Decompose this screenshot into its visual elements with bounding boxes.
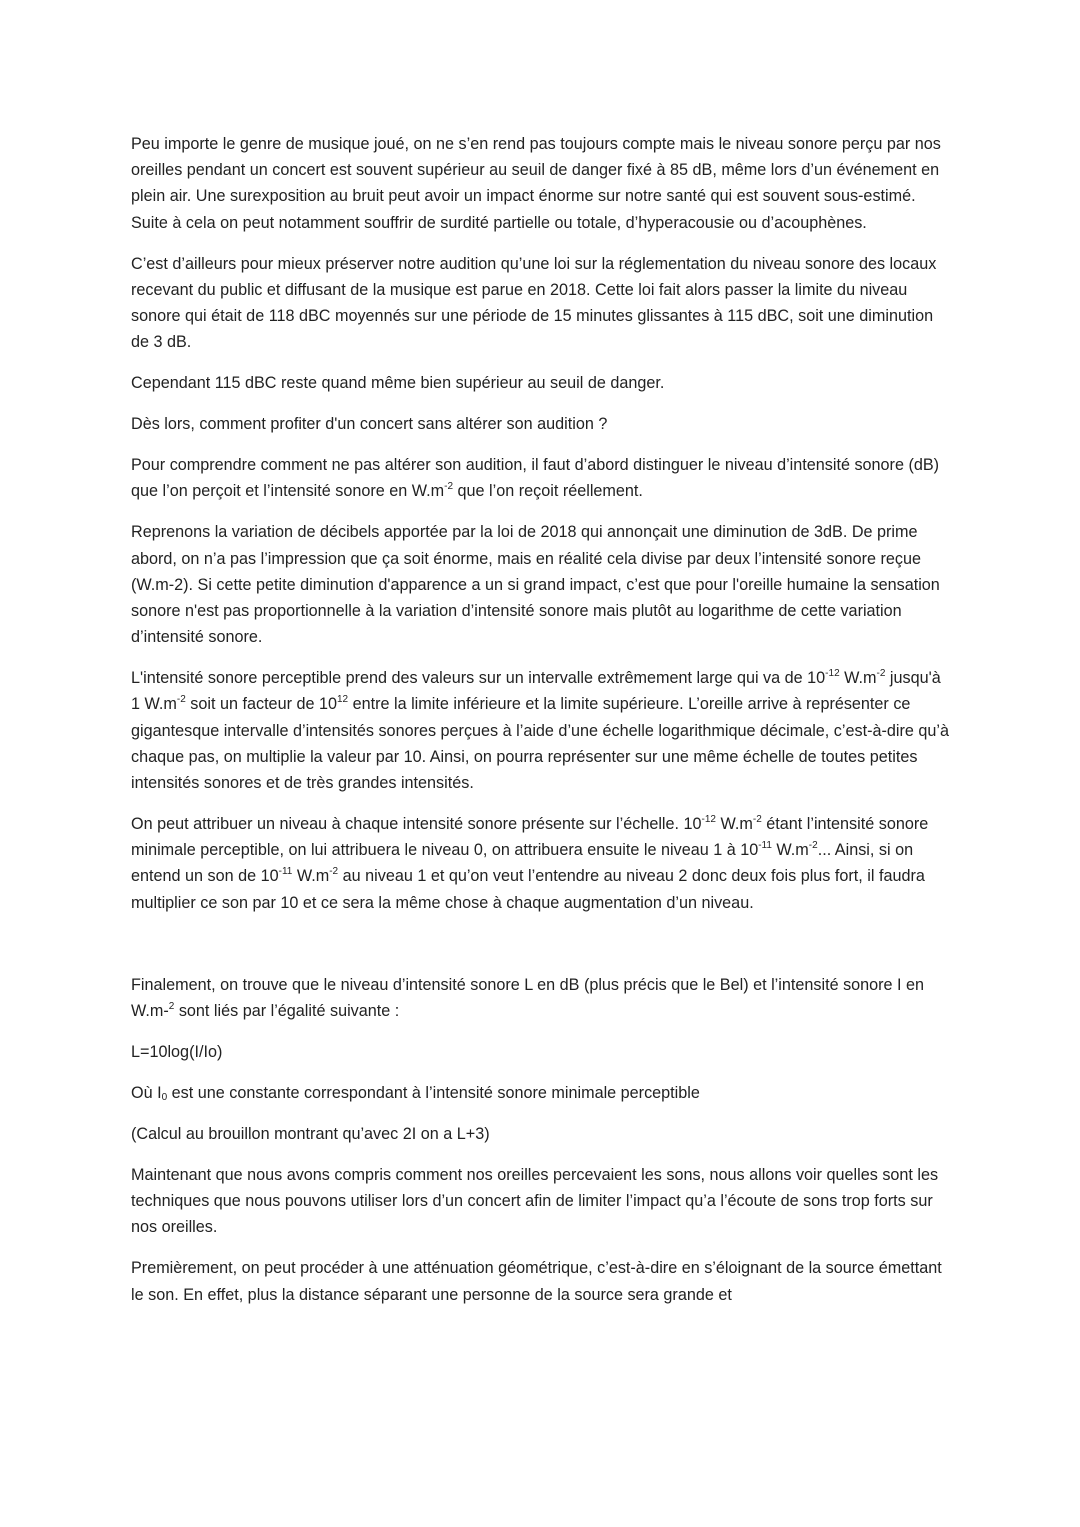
paragraph-constant: Où $I_0$ est une constante correspondant à l’intensité sonore minimale perceptible <box>131 1084 700 1104</box>
paragraph-law-2018: C’est d’ailleurs pour mieux préserver notre audition qu’une loi sur la réglementation du niveau sonore des locaux recevant du public et diffusant de la musique est parue en 2018. Cette loi fait alors passer la limite du niveau sonore qui était de 118 dBC moyennés sur une période de 15 minutes glissantes à 115 dBC, soit une diminution de 3 dB. <box>131 254 937 352</box>
formula: L=10log(I/Io) <box>131 1043 223 1062</box>
paragraph-intro: Peu importe le genre de musique joué, on ne s’en rend pas toujours compte mais le niveau sonore perçu par nos oreilles pendant un concert est souvent supérieur au seuil de danger fixé à 85 dB, même lors d’un événement en plein air. Une surexposition au bruit peut avoir un impact énorme sur notre santé qui est souvent sous-estimé. Suite à cela on peut notamment souffrir de surdité partielle ou totale, d’hyperacousie ou d’acouphènes. <box>131 135 941 232</box>
paragraph-intensity-range: L'intensité sonore perceptible prend des valeurs sur un intervalle extrêmement large qui va de $10^{-12}$ $W.m^{-2}$ jusqu'à 1 $W.m^{-2}$ soit un facteur de $10^{12}$ entre la limite inférieure et la limite supérieure. L’oreille arrive à représenter ce gigantesque intervalle d’intensités sonores perçues à l’aide d’une échelle logarithmique décimale, c’est-à-dire qu’à chaque pas, on multiplie la valeur par 10. Ainsi, on pourra représenter sur une même échelle de toutes petites intensités sonores et de très grandes intensités. <box>131 668 949 793</box>
paragraph-techniques: Maintenant que nous avons compris comment nos oreilles percevaient les sons, nous allons voir quelles sont les techniques que nous pouvons utiliser lors d’un concert afin de limiter l’impact qu’a l’écoute de sons trop forts sur nos oreilles. <box>131 1166 939 1237</box>
paragraph-threshold: Cependant 115 dBC reste quand même bien supérieur au seuil de danger. <box>131 374 665 393</box>
paragraph-levels: On peut attribuer un niveau à chaque intensité sonore présente sur l’échelle. $10^{-12}$ $W.m^{-2}$ étant l’intensité sonore minimale perceptible, on lui attribuera le niveau 0, on attribuera ensuite le niveau 1 à $10^{-11}$ $W.m^{-2}$... Ainsi, si on entend un son de $10^{-11}$ $W.m^{-2}$ au niveau 1 et qu’on veut l’entendre au niveau 2 donc deux fois plus fort, il faudra multiplier ce son par 10 et ce sera la même chose à chaque augmentation d’un niveau. <box>131 814 929 912</box>
document-page <box>131 131 951 1323</box>
paragraph-conclusion: Finalement, on trouve que le niveau d’intensité sonore L en dB (plus précis que le Bel) et l’intensité sonore I en W.m-$^2$ sont liés par l’égalité suivante : <box>131 975 925 1021</box>
paragraph-decibel-variation: Reprenons la variation de décibels apportée par la loi de 2018 qui annonçait une diminution de 3dB. De prime abord, on n’a pas l’impression que ça soit énorme, mais en réalité cela divise par deux l’intensité sonore reçue (W.m-2). Si cette petite diminution d'apparence a un si grand impact, c’est que pour l'oreille humaine la sensation sonore n'est pas proportionnelle à la variation d’intensité sonore mais plutôt au logarithme de cette variation d’intensité sonore. <box>131 523 940 647</box>
paragraph-draft-note: (Calcul au brouillon montrant qu’avec 2I on a L+3) <box>131 1125 490 1144</box>
paragraph-attenuation: Premièrement, on peut procéder à une atténuation géométrique, c’est-à-dire en s’éloignant de la source émettant le son. En effet, plus la distance séparant une personne de la source sera grande et <box>131 1259 942 1304</box>
paragraph-distinguish: Pour comprendre comment ne pas altérer son audition, il faut d’abord distinguer le niveau d’intensité sonore (dB) que l’on perçoit et l’intensité sonore en $W.m^{-2}$ que l’on reçoit réellement. <box>131 456 940 501</box>
paragraph-question: Dès lors, comment profiter d'un concert sans altérer son audition ? <box>131 415 608 434</box>
